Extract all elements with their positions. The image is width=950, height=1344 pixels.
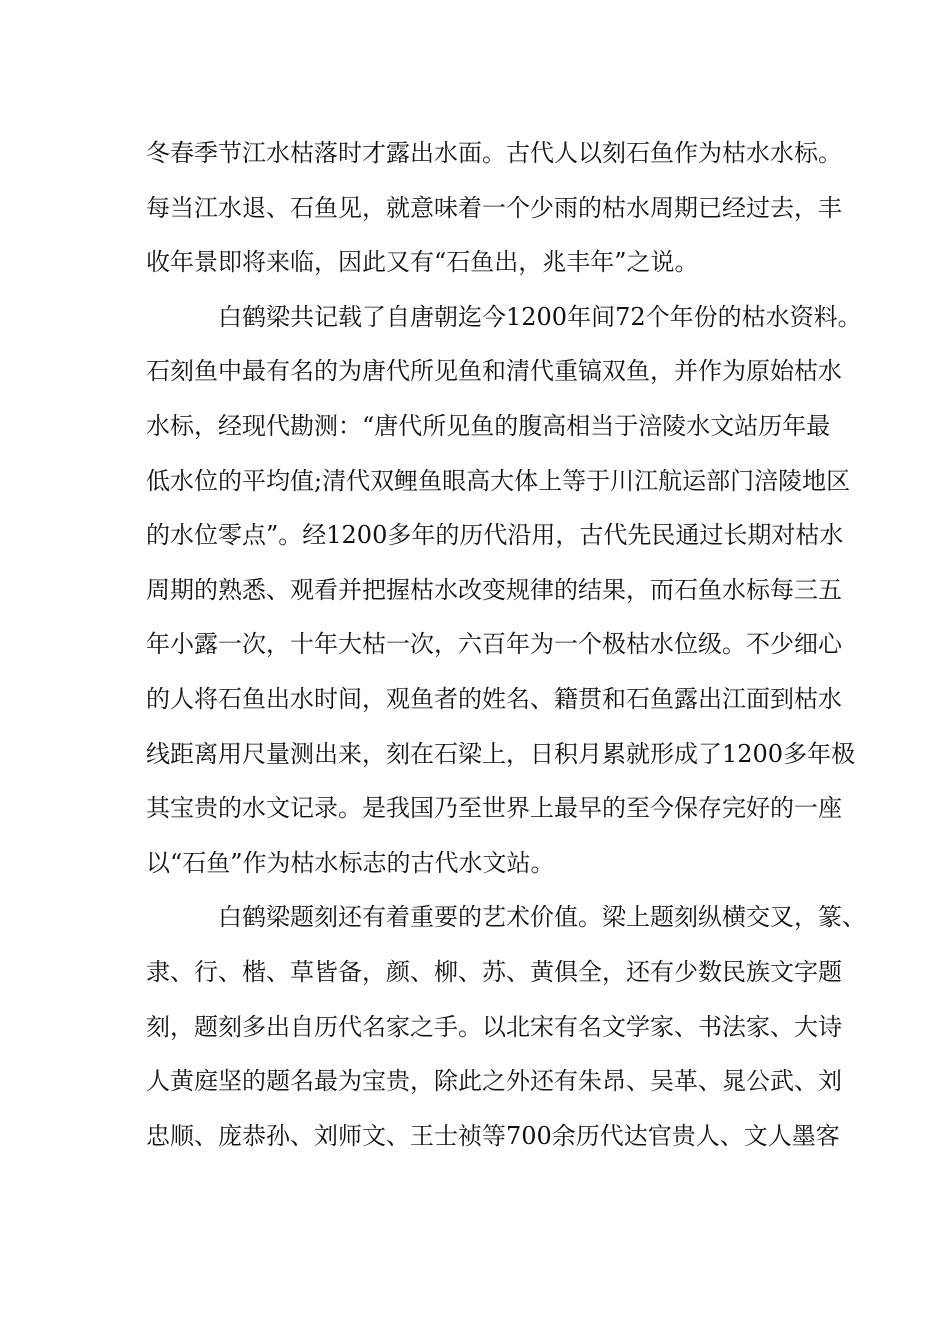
text-line: 周期的熟悉、观看并把握枯水改变规律的结果，而石鱼水标每三五 <box>146 575 842 604</box>
text-line: 忠顺、庞恭孙、刘师文、王士祯等700余历代达官贵人、文人墨客 <box>146 1121 840 1150</box>
text-line: 冬春季节江水枯落时才露出水面。古代人以刻石鱼作为枯水水标。 <box>146 139 842 167</box>
paragraph-first-line: 白鹤梁共记载了自唐朝迄今1200年间72个年份的枯水资料。 <box>218 302 862 331</box>
paragraph-first-line: 白鹤梁题刻还有着重要的艺术价值。梁上题刻纵横交叉，篆、 <box>218 903 866 932</box>
text-line: 隶、行、楷、草皆备，颜、柳、苏、黄俱全，还有少数民族文字题 <box>146 957 842 986</box>
text-line: 年小露一次，十年大枯一次，六百年为一个极枯水位级。不少细心 <box>146 630 842 659</box>
text-line: 每当江水退、石鱼见，就意味着一个少雨的枯水周期已经过去，丰 <box>146 193 842 222</box>
text-line: 以“石鱼”作为枯水标志的古代水文站。 <box>146 848 555 877</box>
text-line: 的人将石鱼出水时间，观鱼者的姓名、籍贯和石鱼露出江面到枯水 <box>146 684 842 713</box>
body-text <box>146 126 866 1163</box>
text-line: 人黄庭坚的题名最为宝贵，除此之外还有朱昂、吴革、晁公武、刘 <box>146 1067 842 1096</box>
text-line: 低水位的平均值;清代双鲤鱼眼高大体上等于川江航运部门涪陵地区 <box>146 466 851 495</box>
text-line: 石刻鱼中最有名的为唐代所见鱼和清代重镐双鱼，并作为原始枯水 <box>146 357 842 386</box>
text-line: 的水位零点”。经1200多年的历代沿用，古代先民通过长期对枯水 <box>146 521 844 550</box>
text-line: 刻，题刻多出自历代名家之手。以北宋有名文学家、书法家、大诗 <box>146 1012 842 1041</box>
text-line: 线距离用尺量测出来，刻在石梁上，日积月累就形成了1200多年极 <box>146 739 856 768</box>
text-line: 水标，经现代勘测：“唐代所见鱼的腹高相当于涪陵水文站历年最 <box>146 411 831 440</box>
text-line: 收年景即将来临，因此又有“石鱼出，兆丰年”之说。 <box>146 248 699 277</box>
text-line: 其宝贵的水文记录。是我国乃至世界上最早的至今保存完好的一座 <box>146 794 842 823</box>
